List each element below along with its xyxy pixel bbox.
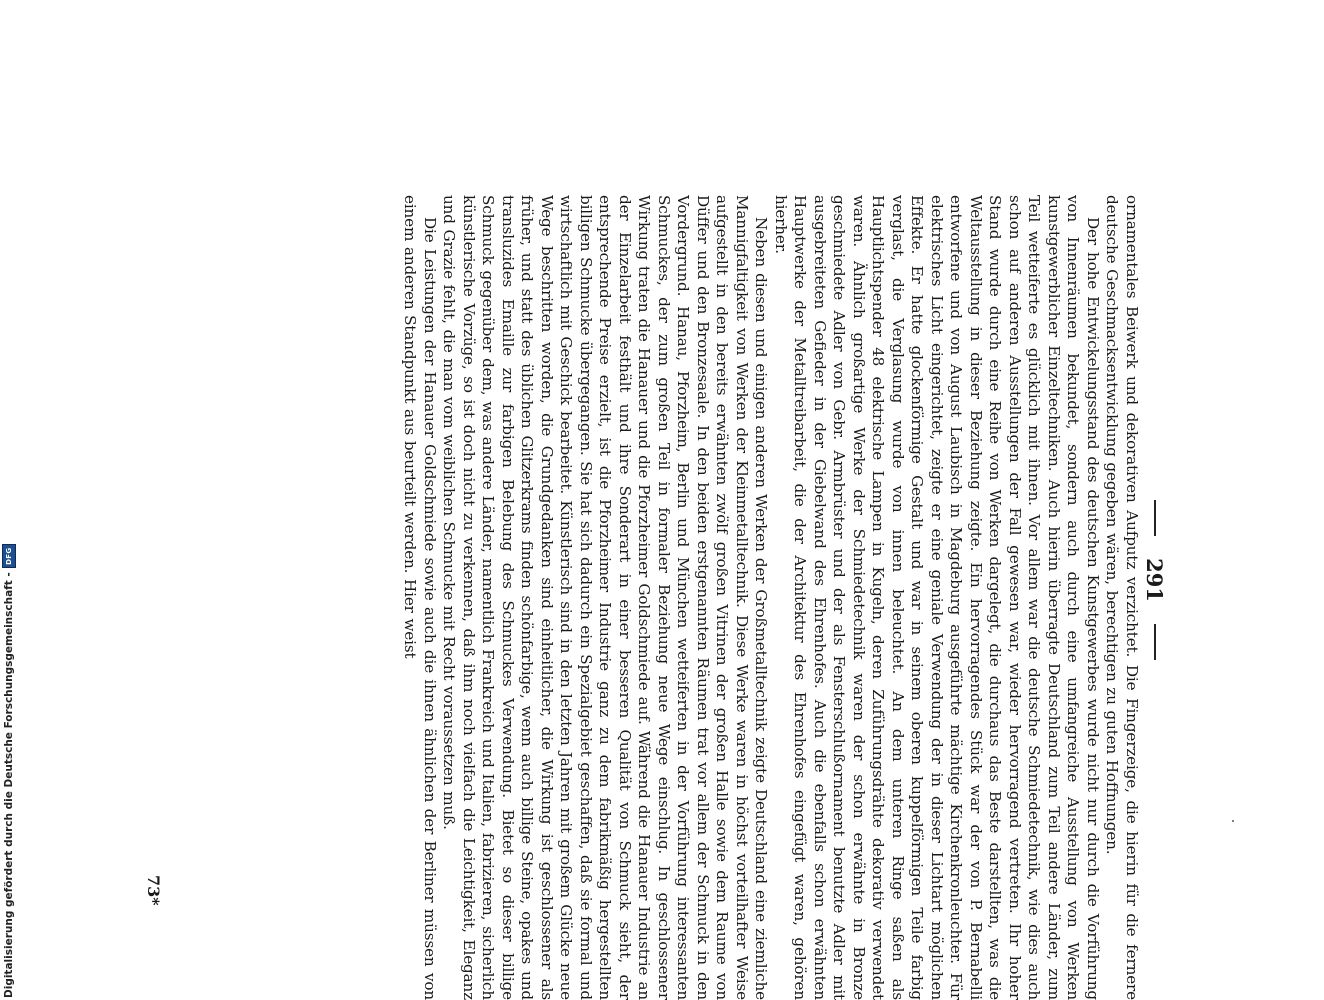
digitization-notice-text: Digitalisierung gefördert durch die Deutsche Forschungsgemeinschaft - <box>3 572 15 998</box>
paragraph-3: Neben diesen und einigen anderen Werken der Großmetalltechnik zeigte Deutschland eine ziemliche Mannigfaltigkeit von Werken der Kleinmetalltechnik. Diese Werke waren in höchst vorteilhafter Weise aufgestellt in den bereits erwähnten zwölf großen Vitrinen der großen Halle sowie dem Raume von Düffer und den Bronzesaale. In den beiden erstgenannten Räumen trat vor allem der Schmuck in den Vordergrund. Hanau, Pforzheim, Berlin und München wetteiferten in der Vorführung interessanten Schmuckes, der zum großen Teil in formaler Beziehung neue Wege einschlug. In geschlossener Wirkung traten die Hanauer und die Pforzheimer Goldschmiede auf. Während die Hanauer Industrie an der Einzelarbeit festhält und ihre Sonderart in einer besseren Qualität von Schmuck sieht, der entsprechende Preise erzielt, ist die Pforzheimer Industrie ganz zu dem fabrikmäßig hergestellten billigen Schmucke übergegangen. Sie hat sich dadurch ein Spezialgebiet geschaffen, daß sie formal und wirtschaftlich mit Geschick bearbeitet. Künstlerisch sind in den letzten Jahren mit großem Glücke neue Wege beschritten worden, die Grundgedanken sind einheitlicher, die Wirkung ist geschlossener als früher, und statt des üblichen Glitzerkrams finden schönfarbige, wenn auch billige Steine, opakes und transluzides Emaille zur farbigen Belebung des Schmuckes Verwendung. Bietet so dieser billige Schmuck gegenüber dem, was andere Länder, namentlich Frankreich und Italien, fabrizieren, sicherlich künstlerische Vorzüge, so ist doch nicht zu verkennen, daß ihm noch vielfach die Leichtigkeit, Eleganz und Grazie fehlt, die man vom weiblichen Schmucke mit Recht voraussetzen muß. <box>440 195 771 1000</box>
header-rule-left <box>1154 500 1156 536</box>
page-header <box>1135 480 1175 680</box>
paragraph-2: Der hohe Entwickelungsstand des deutschen Kunstgewerbes wurde nicht nur durch die Vorführung von Innenräumen bekundet, sondern auch durch eine umfangreiche Ausstellung von Werken kunstgewerblicher Einzeltechniken. Auch hierin überragte Deutschland zum Teil andere Länder, zum Teil wetteiferte es glücklich mit ihnen. Vor allem war die deutsche Schmiedetechnik, wie dies auch schon auf anderen Ausstellungen der Fall gewesen war, wieder hervorragend vertreten. Ihr hoher Stand wurde durch eine Reihe von Werken dargelegt, die durchaus das Beste darstellten, was die Weltausstellung in dieser Beziehung zeigte. Ein hervorragendes Stück war der von P. Bernabelli entworfene und von August Laubisch in Magdeburg ausgeführte mächtige Kirchenkronleuchter. Für elektrisches Licht eingerichtet, zeigte er eine geniale Verwendung der in dieser Lichtart möglichen Effekte. Er hatte glockenförmige Gestalt und war in seinem oberen kuppelförmigen Teile farbig verglast, die Verglasung wurde von innen beleuchtet. An dem unteren Ringe saßen als Hauptlichtspender 48 elektrische Lampen in Kugeln, deren Zuführungsdrähte dekorativ verwendet waren. Ähnlich großartige Werke der Schmiedetechnik waren der schon erwähnte in Bronze geschmiedete Adler von Gebr. Armbrüster und der als Fensterschlußornament benutzte Adler mit ausgebreiteten Gefieder in der Giebelwand des Ehrenhofes. Auch die ebenfalls schon erwähnten Hauptwerke der Metalltreibarbeit, die der Architektur des Ehrenhofes eingefügt waren, gehören hierher. <box>772 195 1102 1000</box>
paragraph-1: ornamentales Beiwerk und dekorativen Aufputz verzichtet. Die Fingerzeige, die hierin für die fernere deutsche Geschmacksentwicklung gegeben wären, berechtigen zu guten Hoffnungen. <box>1103 195 1141 1000</box>
page-number: 291 <box>1142 558 1168 602</box>
header-rule-right <box>1154 624 1156 660</box>
scanned-page <box>135 195 1175 1000</box>
dfg-logo-icon <box>2 544 16 568</box>
digitization-notice <box>2 544 16 998</box>
printer-signature-mark: 73* <box>144 875 163 906</box>
dfg-logo-text: DFG <box>5 547 13 565</box>
paragraph-4: Die Leistungen der Hanauer Goldschmiede sowie auch die ihnen ähnlichen der Berliner müssen von einem anderen Standpunkt aus beurteilt werden. Hier weist <box>401 195 439 1000</box>
scan-speck <box>1232 820 1234 822</box>
body-text <box>166 195 1141 1000</box>
